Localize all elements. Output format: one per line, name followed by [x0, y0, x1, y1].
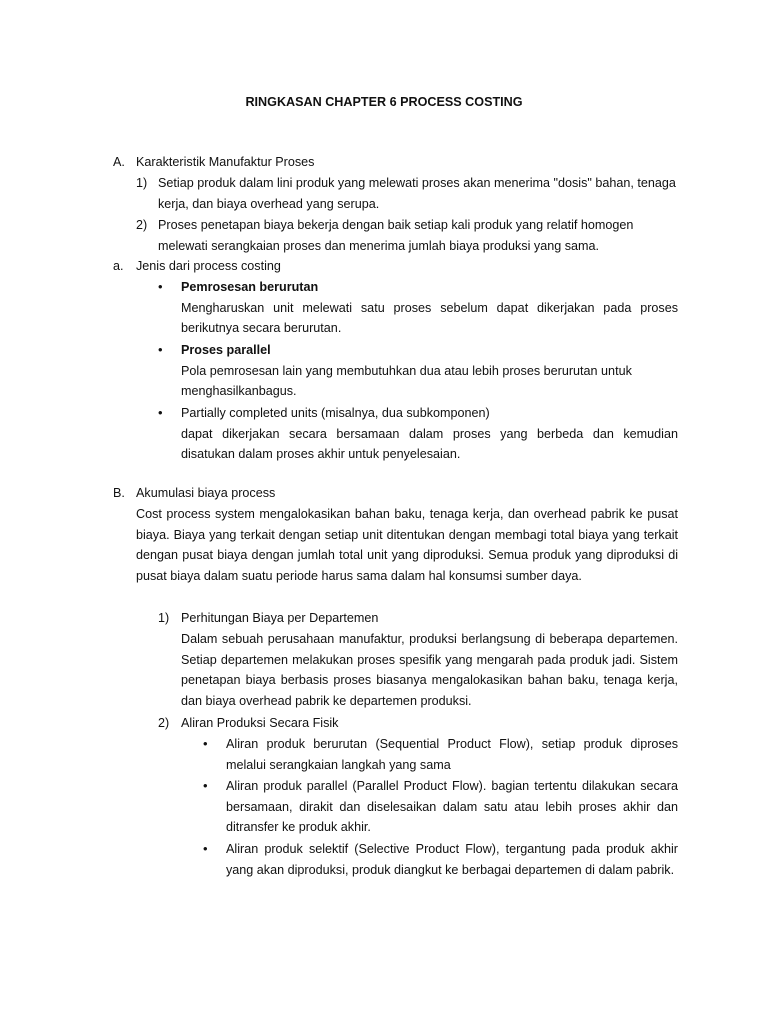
bullet-desc: Aliran produk selektif (Selective Product Flow), tergantung pada produk akhir yang akan diproduksi, produk diangkut ke berbagai departemen di dalam pabrik. — [226, 842, 678, 877]
sub1-heading: Perhitungan Biaya per Departemen — [181, 611, 379, 625]
sub1-marker: 1) — [158, 611, 170, 625]
bullet-label: Pemrosesan berurutan — [181, 280, 319, 294]
list-item — [0, 340, 768, 403]
bullet-desc: Mengharuskan unit melewati satu proses sebelum dapat dikerjakan pada proses berikutnya secara berurutan. — [181, 300, 678, 336]
bullet-icon: • — [158, 342, 163, 357]
list-item — [0, 215, 768, 257]
section-b — [0, 483, 768, 902]
list-item — [0, 776, 768, 839]
list-item — [0, 734, 768, 776]
list-item — [0, 173, 768, 215]
section-a-sub-marker: a. — [113, 259, 124, 273]
bullet-desc: dapat dikerjakan secara bersamaan dalam proses yang berbeda dan kemudian disatukan dalam proses akhir untuk penyelesaian. — [181, 426, 678, 462]
bullet-label: Partially completed units (misalnya, dua subkomponen) — [181, 406, 490, 420]
section-b-paragraph: Cost process system mengalokasikan bahan baku, tenaga kerja, dan overhead pabrik ke pusat biaya. Biaya yang terkait dengan setiap unit ditentukan dengan membagi total biaya yang terkait dengan pusat biaya dengan jumlah total unit yang diproduksi. Semua produk yang diproduksi di pusat biaya dalam suatu periode harus sama dalam hal konsumsi sumber daya. — [136, 507, 678, 584]
list-item — [0, 403, 768, 466]
section-b-marker: B. — [113, 486, 125, 500]
sub2-heading: Aliran Produksi Secara Fisik — [181, 716, 339, 730]
bullet-icon: • — [203, 778, 208, 793]
bullet-icon: • — [158, 279, 163, 294]
bullet-desc: Aliran produk parallel (Parallel Product Flow). bagian tertentu dilakukan secara bersamaan, dirakit dan diselesaikan dalam satu atau lebih proses akhir dan ditransfer ke produk akhir. — [226, 779, 678, 835]
bullet-desc: Pola pemrosesan lain yang membutuhkan dua atau lebih proses berurutan untuk menghasilkanbagus. — [181, 363, 632, 399]
section-a-sub — [0, 256, 768, 466]
list-item — [0, 839, 768, 902]
section-a-heading: Karakteristik Manufaktur Proses — [136, 155, 315, 169]
sub2-marker: 2) — [158, 716, 170, 730]
section-b-heading: Akumulasi biaya process — [136, 486, 276, 500]
item-marker: 1) — [136, 176, 148, 190]
bullet-label: Proses parallel — [181, 343, 271, 357]
section-a — [0, 152, 768, 257]
item-text: Proses penetapan biaya bekerja dengan baik setiap kali produk yang relatif homogen melewati serangkaian proses dan menerima jumlah biaya produksi yang sama. — [158, 218, 634, 253]
sub1-text: Dalam sebuah perusahaan manufaktur, produksi berlangsung di beberapa departemen. Setiap departemen melakukan proses spesifik yang mengarah pada produk jadi. Sistem penetapan biaya berbasis proses biasanya mengalokasikan bahan baku, tenaga kerja, dan biaya overhead pabrik ke departemen produksi. — [181, 632, 678, 709]
section-a-sub-heading: Jenis dari process costing — [136, 259, 281, 273]
section-a-marker: A. — [113, 155, 125, 169]
bullet-icon: • — [158, 405, 163, 420]
page-title: RINGKASAN CHAPTER 6 PROCESS COSTING — [245, 95, 523, 109]
bullet-icon: • — [203, 841, 208, 856]
bullet-icon: • — [203, 736, 208, 751]
item-text: Setiap produk dalam lini produk yang melewati proses akan menerima "dosis" bahan, tenaga kerja, dan biaya overhead yang serupa. — [158, 176, 676, 211]
list-item — [0, 277, 768, 340]
bullet-desc: Aliran produk berurutan (Sequential Product Flow), setiap produk diproses melalui serangkaian langkah yang sama — [226, 737, 678, 772]
item-marker: 2) — [136, 218, 148, 232]
